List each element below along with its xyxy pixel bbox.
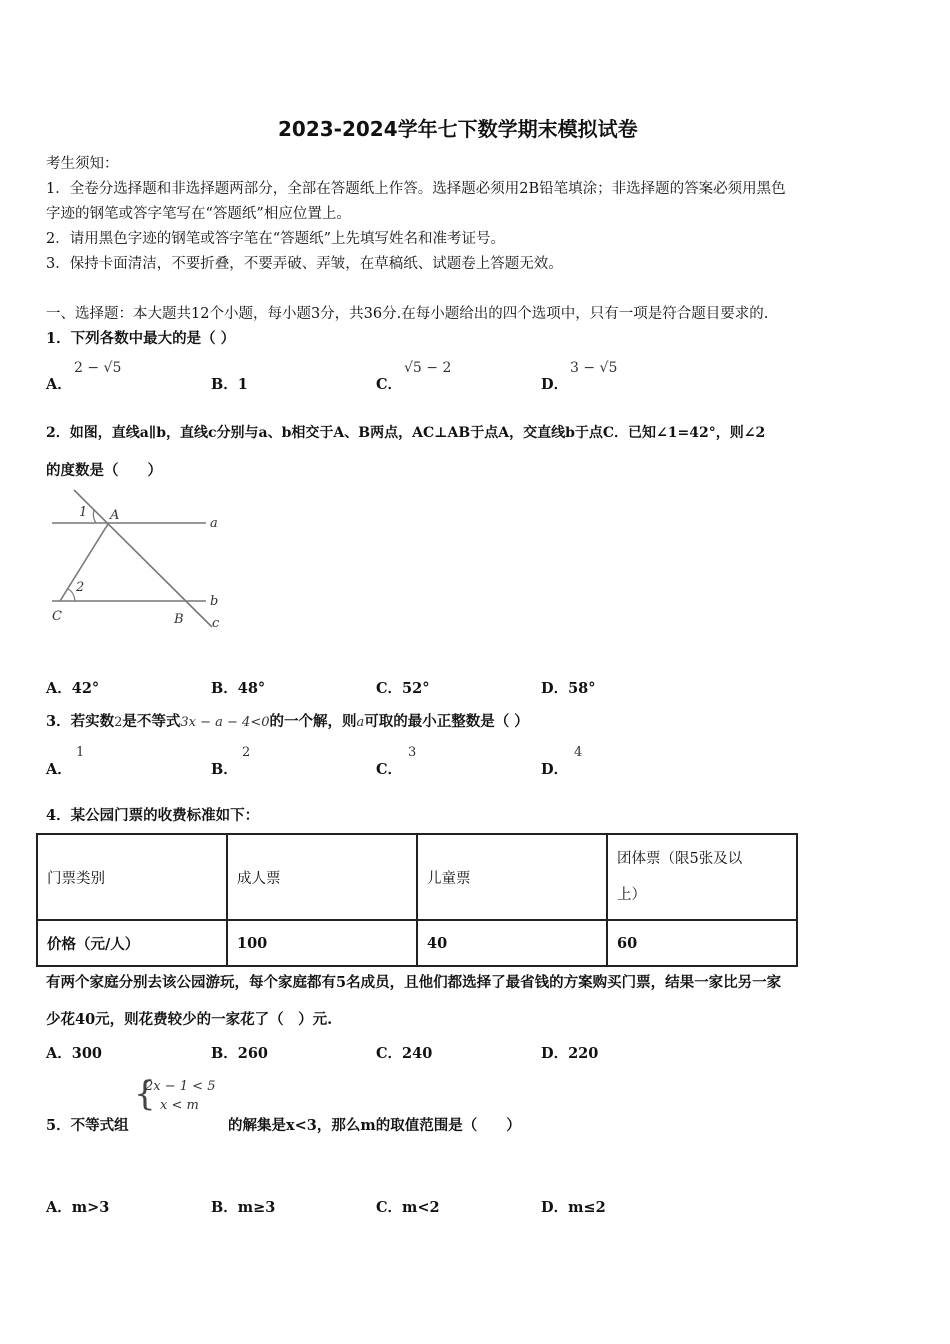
- fig-label-C: C: [52, 609, 62, 624]
- q1-stem: 1．下列各数中最大的是（ ）: [46, 330, 236, 347]
- q3-option-a-value: 1: [76, 745, 85, 760]
- q5-option-d: D．m≤2: [541, 1199, 606, 1216]
- q5-stem-post: 的解集是x<3，那么m的取值范围是（ ）: [228, 1117, 521, 1134]
- q2-option-c: C．52°: [376, 680, 430, 697]
- q5-option-c: C．m<2: [376, 1199, 440, 1216]
- table-cell: 60: [607, 920, 797, 966]
- q4-option-a: A．300: [46, 1045, 103, 1062]
- q1-option-c-math: √5 − 2: [404, 360, 452, 376]
- fig-label-B: B: [174, 612, 184, 627]
- group-ticket-label-line-1: 团体票（限5张及以: [617, 851, 743, 867]
- table-row: [37, 920, 797, 966]
- angle-2-arc: [68, 589, 75, 601]
- q1-option-d-label: D．: [541, 376, 569, 393]
- fig-label-A: A: [110, 508, 120, 523]
- system-brace: {: [134, 1074, 156, 1114]
- q2-option-a: A．42°: [46, 680, 100, 697]
- q4-stem: 4．某公园门票的收费标准如下：: [46, 807, 260, 824]
- q3-option-c-label: C．: [376, 761, 403, 778]
- q2-option-d: D．58°: [541, 680, 596, 697]
- fig-label-a: a: [210, 516, 218, 531]
- table-cell: 门票类别: [37, 834, 227, 920]
- group-ticket-label-line-2: 上）: [617, 887, 646, 903]
- q2-option-b: B．48°: [211, 680, 266, 697]
- q5-system-line-2: x < m: [160, 1098, 199, 1113]
- table-cell: 价格（元/人）: [37, 920, 227, 966]
- notice-heading: 考生须知：: [46, 156, 119, 172]
- fig-label-2: 2: [76, 580, 85, 595]
- q4-text-line-2: 少花40元，则花费较少的一家花了（ ）元.: [46, 1011, 333, 1028]
- q2-geometry-figure: [44, 486, 234, 636]
- table-cell: 儿童票: [417, 834, 607, 920]
- q3-stem-pre: 3．若实数: [46, 713, 115, 730]
- q4-option-d: D．220: [541, 1045, 599, 1062]
- table-cell: [607, 834, 797, 920]
- q1-option-d-math: 3 − √5: [570, 360, 618, 376]
- q3-stem-inequality: 3x − a − 4<0: [180, 715, 270, 730]
- q5-option-a: A．m>3: [46, 1199, 110, 1216]
- q3-stem-mid: 是不等式: [122, 713, 181, 730]
- q2-stem-line-1: 2．如图，直线a∥b，直线c分别与a、b相交于A、B两点，AC⊥AB于点A，交直线b于点C．已知∠1=42°，则∠2: [46, 425, 766, 441]
- q3-option-d-value: 4: [574, 745, 583, 760]
- table-cell: 40: [417, 920, 607, 966]
- q3-option-b-value: 2: [242, 745, 251, 760]
- q1-option-b: B．1: [211, 376, 248, 393]
- fig-label-b: b: [210, 594, 219, 609]
- notice-item-3: 3．保持卡面清洁，不要折叠，不要弄破、弄皱，在草稿纸、试题卷上答题无效。: [46, 256, 563, 272]
- section-heading: 一、选择题：本大题共12个小题，每小题3分，共36分.在每小题给出的四个选项中，只有一项是符合题目要求的.: [46, 306, 769, 322]
- page-title: 2023-2024学年七下数学期末模拟试卷: [278, 117, 638, 141]
- q3-stem-mid2: 的一个解，则: [269, 713, 357, 730]
- q5-option-b: B．m≥3: [211, 1199, 276, 1216]
- fig-label-1: 1: [79, 505, 88, 520]
- notice-item-1-line-2: 字迹的钢笔或答字笔写在“答题纸”相应位置上。: [46, 206, 351, 222]
- table-header-row: [37, 834, 797, 920]
- table-cell: 100: [227, 920, 417, 966]
- fee-table: [36, 833, 798, 967]
- q1-option-a-label: A．: [46, 376, 72, 393]
- notice-item-1-line-1: 1．全卷分选择题和非选择题两部分，全部在答题纸上作答。选择题必须用2B铅笔填涂；非选择题的答案必须用黑色: [46, 181, 786, 197]
- q2-stem-line-2: 的度数是（ ）: [46, 462, 162, 479]
- q4-text-line-1: 有两个家庭分别去该公园游玩，每个家庭都有5名成员，且他们都选择了最省钱的方案购买门票，结果一家比另一家: [46, 974, 782, 991]
- line-c: [74, 490, 212, 627]
- q1-option-c-label: C．: [376, 376, 403, 393]
- q1-option-a-math: 2 − √5: [74, 360, 122, 376]
- q5-stem-pre: 5．不等式组: [46, 1117, 129, 1134]
- notice-item-2: 2．请用黑色字迹的钢笔或答字笔在“答题纸”上先填写姓名和准考证号。: [46, 231, 506, 247]
- q3-option-a-label: A．: [46, 761, 72, 778]
- q3-option-d-label: D．: [541, 761, 569, 778]
- q4-option-b: B．260: [211, 1045, 269, 1062]
- fig-label-c: c: [212, 616, 220, 631]
- q3-stem: [46, 710, 529, 731]
- q4-option-c: C．240: [376, 1045, 433, 1062]
- q3-stem-post: 可取的最小正整数是（ ）: [364, 713, 529, 730]
- q3-stem-var: a: [356, 715, 365, 730]
- q3-option-c-value: 3: [408, 745, 417, 760]
- q3-option-b-label: B．: [211, 761, 238, 778]
- q3-stem-num: 2: [114, 715, 123, 730]
- q5-system-line-1: 2x − 1 < 5: [145, 1079, 216, 1094]
- table-cell: 成人票: [227, 834, 417, 920]
